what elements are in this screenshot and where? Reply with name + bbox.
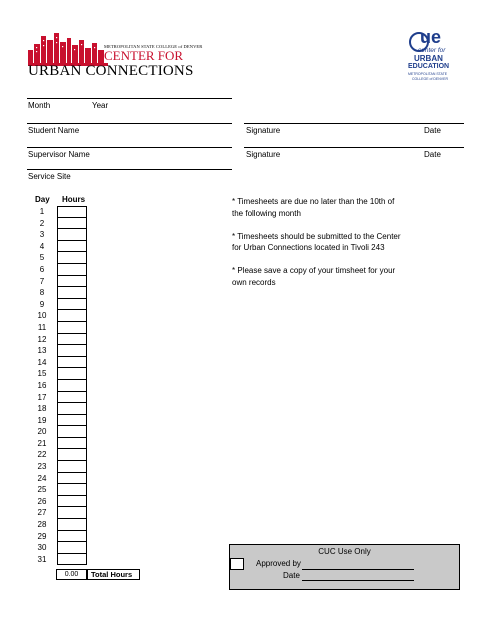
day-number: 29 bbox=[37, 531, 47, 541]
day-number: 5 bbox=[39, 253, 45, 263]
hours-input-cell[interactable] bbox=[57, 519, 87, 531]
day-number: 25 bbox=[37, 485, 47, 495]
approved-by-line[interactable] bbox=[302, 569, 414, 570]
day-number: 27 bbox=[37, 508, 47, 518]
day-number: 15 bbox=[37, 369, 47, 379]
logo-line2: URBAN bbox=[414, 54, 443, 63]
note-due-date: * Timesheets are due no later than the 10th of the following month bbox=[232, 197, 395, 218]
note-save-copy: * Please save a copy of your timsheet for your own records bbox=[232, 266, 396, 287]
hours-input-cell[interactable] bbox=[57, 403, 87, 415]
hours-input-cell[interactable] bbox=[57, 310, 87, 322]
cuc-date-label: Date bbox=[283, 571, 300, 580]
day-number: 9 bbox=[39, 299, 45, 309]
approved-by-label: Approved by bbox=[256, 559, 301, 568]
logo-top-text: METROPOLITAN STATE COLLEGE of DENVER bbox=[104, 44, 203, 49]
hours-input-cell[interactable] bbox=[57, 415, 87, 427]
day-header: Day bbox=[35, 195, 50, 204]
day-number: 3 bbox=[39, 230, 45, 240]
total-hours-label: Total Hours bbox=[87, 569, 140, 580]
day-number: 1 bbox=[39, 207, 45, 216]
day-number: 28 bbox=[37, 520, 47, 530]
logo-line1: CENTER FOR bbox=[104, 48, 184, 63]
day-number: 22 bbox=[37, 450, 47, 460]
date-label-1: Date bbox=[424, 126, 441, 135]
service-site-label: Service Site bbox=[28, 172, 71, 181]
logo-line4: METROPOLITAN STATE bbox=[408, 72, 448, 76]
day-number: 12 bbox=[37, 334, 47, 344]
hours-input-cell[interactable] bbox=[57, 264, 87, 276]
hours-input-cell[interactable] bbox=[57, 345, 87, 357]
hours-input-cell[interactable] bbox=[57, 287, 87, 299]
signature-line-1 bbox=[244, 123, 464, 124]
day-number: 30 bbox=[37, 543, 47, 553]
hours-input-cell[interactable] bbox=[57, 218, 87, 230]
total-hours-value: 0.00 bbox=[56, 569, 87, 580]
signature-label-1: Signature bbox=[246, 126, 281, 135]
day-column bbox=[27, 206, 57, 565]
hours-input-cell[interactable] bbox=[57, 438, 87, 450]
hours-input-cell[interactable] bbox=[57, 496, 87, 508]
year-label: Year bbox=[92, 101, 109, 110]
signature-label-2: Signature bbox=[246, 150, 281, 159]
day-number: 20 bbox=[37, 427, 47, 437]
hours-input-cell[interactable] bbox=[57, 229, 87, 241]
hours-input-cell[interactable] bbox=[57, 322, 87, 334]
hours-input-cell[interactable] bbox=[57, 380, 87, 392]
hours-input-cell[interactable] bbox=[57, 334, 87, 346]
cuc-title: CUC Use Only bbox=[318, 547, 371, 556]
day-number: 7 bbox=[39, 276, 45, 286]
day-number: 21 bbox=[37, 438, 47, 448]
day-number: 31 bbox=[37, 554, 47, 564]
hours-input-cell[interactable] bbox=[57, 252, 87, 264]
center-for-urban-education-logo bbox=[408, 27, 468, 92]
hours-input-cell[interactable] bbox=[57, 473, 87, 485]
hours-input-cell[interactable] bbox=[57, 357, 87, 369]
note-submission: * Timesheets should be submitted to the Center for Urban Connections located in Tivoli 243 bbox=[232, 231, 401, 252]
service-site-line bbox=[27, 169, 232, 170]
hours-input-cell[interactable] bbox=[57, 554, 87, 566]
notes bbox=[232, 196, 407, 300]
day-number: 2 bbox=[39, 218, 45, 228]
hours-input-cell[interactable] bbox=[57, 206, 87, 218]
day-number: 8 bbox=[39, 288, 45, 298]
hours-input-cell[interactable] bbox=[57, 542, 87, 554]
hours-input-cell[interactable] bbox=[57, 368, 87, 380]
month-line-top bbox=[27, 98, 232, 99]
logo-line2: URBAN CONNECTIONS bbox=[28, 63, 194, 79]
day-number: 11 bbox=[37, 322, 47, 332]
day-number: 17 bbox=[37, 392, 47, 402]
hours-input-cell[interactable] bbox=[57, 276, 87, 288]
signature-line-2 bbox=[244, 147, 464, 148]
student-name-line bbox=[27, 123, 232, 124]
hours-input-cell[interactable] bbox=[57, 531, 87, 543]
supervisor-name-line bbox=[27, 147, 232, 148]
month-label: Month bbox=[28, 101, 51, 110]
day-number: 24 bbox=[37, 473, 47, 483]
hours-input-cell[interactable] bbox=[57, 392, 87, 404]
logo-mark: ue bbox=[420, 27, 442, 47]
logo-line3: EDUCATION bbox=[408, 63, 450, 70]
day-number: 16 bbox=[37, 380, 47, 390]
cuc-use-only-box bbox=[229, 544, 460, 590]
day-number: 19 bbox=[37, 415, 47, 425]
hours-input-cell[interactable] bbox=[57, 299, 87, 311]
hours-input-cell[interactable] bbox=[57, 426, 87, 438]
day-number: 4 bbox=[39, 241, 45, 251]
hours-input-cell[interactable] bbox=[57, 449, 87, 461]
day-number: 6 bbox=[39, 264, 45, 274]
day-number: 13 bbox=[37, 346, 47, 356]
date-label-2: Date bbox=[424, 150, 441, 159]
day-number: 10 bbox=[37, 311, 47, 321]
day-number: 18 bbox=[37, 404, 47, 414]
supervisor-name-label: Supervisor Name bbox=[28, 150, 90, 159]
day-number: 23 bbox=[37, 462, 47, 472]
hours-input-cell[interactable] bbox=[57, 484, 87, 496]
student-name-label: Student Name bbox=[28, 126, 80, 135]
logo-line1: center for bbox=[418, 47, 446, 54]
day-number: 26 bbox=[37, 496, 47, 506]
logo-line5: COLLEGE of DENVER bbox=[412, 77, 448, 81]
approved-checkbox[interactable] bbox=[230, 558, 244, 570]
cuc-date-line[interactable] bbox=[302, 580, 414, 581]
center-for-urban-connections-logo bbox=[28, 30, 208, 80]
hours-input-cell[interactable] bbox=[57, 507, 87, 519]
hours-column bbox=[57, 206, 87, 565]
hours-input-cell[interactable] bbox=[57, 461, 87, 473]
hours-input-cell[interactable] bbox=[57, 241, 87, 253]
hours-header: Hours bbox=[62, 195, 86, 204]
day-number: 14 bbox=[37, 357, 47, 367]
